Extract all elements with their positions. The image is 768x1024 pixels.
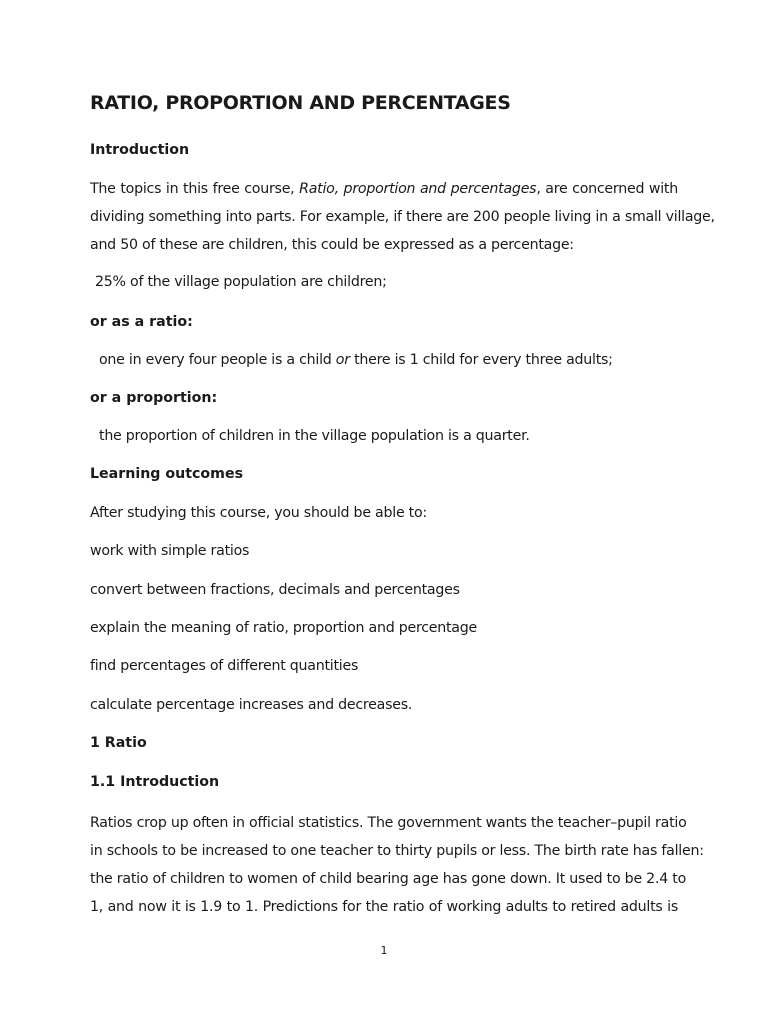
intro-line-1: The topics in this free course, Ratio, proportion and percentages, are concerned with xyxy=(90,181,678,197)
outcome-item: explain the meaning of ratio, proportion and percentage xyxy=(90,620,477,636)
outcome-item: calculate percentage increases and decreases. xyxy=(90,697,413,713)
proportion-heading: or a proportion: xyxy=(90,390,218,406)
page-title: RATIO, PROPORTION AND PERCENTAGES xyxy=(90,92,511,114)
ratio-example: one in every four people is a child or there is 1 child for every three adults; xyxy=(99,352,613,368)
section-line: in schools to be increased to one teacher to thirty pupils or less. The birth rate has fallen: xyxy=(90,843,704,859)
outcome-item: find percentages of different quantities xyxy=(90,658,359,674)
ratio-heading: or as a ratio: xyxy=(90,314,193,330)
outcomes-lead: After studying this course, you should be able to: xyxy=(90,505,427,521)
section-1-heading: 1 Ratio xyxy=(90,735,147,751)
percentage-example: 25% of the village population are children; xyxy=(95,274,387,290)
intro-line-3: and 50 of these are children, this could be expressed as a percentage: xyxy=(90,237,574,253)
proportion-example: the proportion of children in the village population is a quarter. xyxy=(99,428,530,444)
section-line: 1, and now it is 1.9 to 1. Predictions for the ratio of working adults to retired adults is xyxy=(90,899,678,915)
course-title-emphasis: Ratio, proportion and percentages xyxy=(299,181,537,197)
section-line: Ratios crop up often in official statistics. The government wants the teacher–pupil ratio xyxy=(90,815,687,831)
outcome-item: convert between fractions, decimals and percentages xyxy=(90,582,460,598)
section-1-1-paragraph xyxy=(90,809,704,921)
page-number: 1 xyxy=(380,944,388,957)
intro-line-2: dividing something into parts. For example, if there are 200 people living in a small village, xyxy=(90,209,715,225)
intro-paragraph xyxy=(90,175,715,259)
or-emphasis: or xyxy=(335,352,350,368)
section-line: the ratio of children to women of child bearing age has gone down. It used to be 2.4 to xyxy=(90,871,686,887)
intro-heading: Introduction xyxy=(90,142,190,158)
section-1-1-heading: 1.1 Introduction xyxy=(90,774,220,790)
outcome-item: work with simple ratios xyxy=(90,543,250,559)
learning-outcomes-heading: Learning outcomes xyxy=(90,466,244,482)
